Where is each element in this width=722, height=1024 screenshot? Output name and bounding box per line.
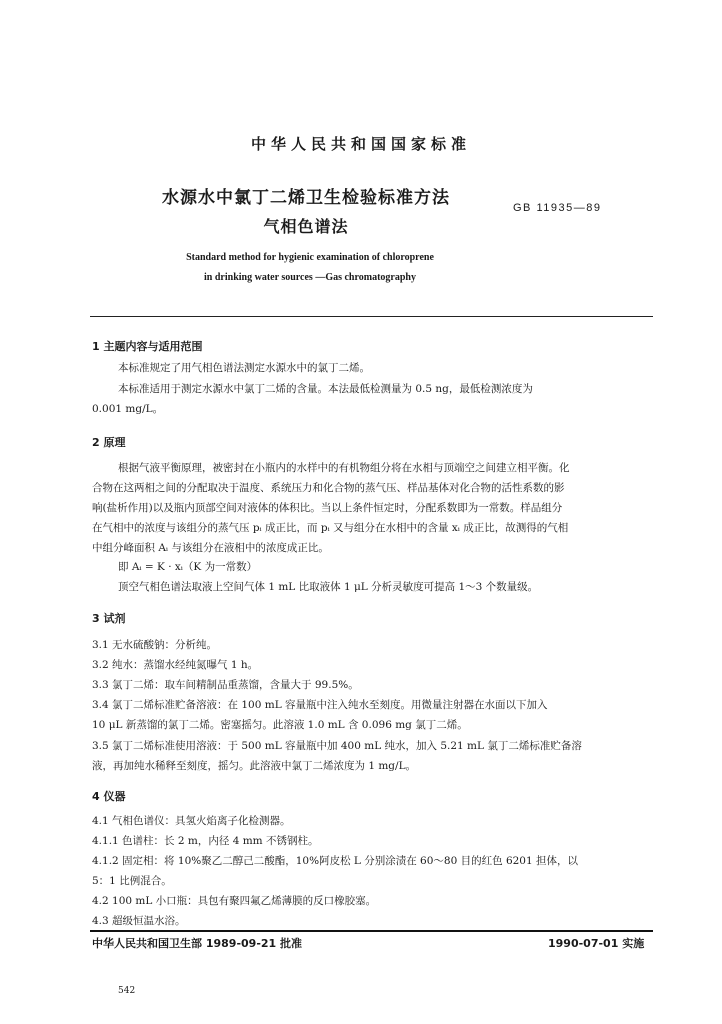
section-2-heading: 2 原理 [92,436,126,449]
page-number: 542 [118,986,136,996]
section-3-item: 3.1 无水硫酸钠：分析纯。 [92,639,218,651]
section-4-item-cont: 5：1 比例混合。 [92,875,172,887]
section-4-heading: 4 仪器 [92,790,126,803]
section-1-paragraph-2: 本标准适用于测定水源水中氯丁二烯的含量。本法最低检测量为 0.5 ng，最低检测浓度为 [118,383,533,395]
english-title-line-2: in drinking water sources —Gas chromatography [204,272,416,283]
section-3-item: 3.3 氯丁二烯：取车间精制品重蒸馏，含量大于 99.5%。 [92,679,359,691]
section-3-item-cont: 10 μL 新蒸馏的氯丁二烯。密塞摇匀。此溶液 1.0 mL 含 0.096 mg 氯丁二烯。 [92,719,468,731]
document-subtitle: 气相色谱法 [263,217,349,236]
footer-divider [90,930,653,932]
section-4-item: 4.3 超级恒温水浴。 [92,915,186,927]
section-1-heading: 1 主题内容与适用范围 [92,340,203,353]
english-title-line-1: Standard method for hygienic examination of chloroprene [186,252,434,263]
section-4-item: 4.2 100 mL 小口瓶：具包有聚四氟乙烯薄膜的反口橡胶塞。 [92,895,377,907]
section-4-item: 4.1.2 固定相：将 10%聚乙二醇己二酸酯，10%阿皮松 L 分别涂渍在 60～80 目的红色 6201 担体，以 [92,855,579,867]
section-2-line: 中组分峰面积 Aᵢ 与该组分在液相中的浓度成正比。 [92,542,329,554]
section-4-item: 4.1 气相色谱仪：具氢火焰离子化检测器。 [92,815,291,827]
section-2-line: 合物在这两相之间的分配取决于温度、系统压力和化合物的蒸气压、样品基体对化合物的活性系数的影 [92,482,565,494]
section-3-heading: 3 试剂 [92,612,126,625]
section-2-line: 响(盐析作用)以及瓶内顶部空间对液体的体积比。当以上条件恒定时，分配系数即为一常数。样品组分 [92,502,563,514]
section-1-paragraph-1: 本标准规定了用气相色谱法测定水源水中的氯丁二烯。 [118,362,370,374]
section-1-paragraph-2-cont: 0.001 mg/L。 [92,403,164,415]
section-4-item: 4.1.1 色谱柱：长 2 m，内径 4 mm 不锈钢柱。 [92,835,319,847]
section-3-item-cont: 液，再加纯水稀释至刻度，摇匀。此溶液中氯丁二烯浓度为 1 mg/L。 [92,760,417,772]
document-title: 水源水中氯丁二烯卫生检验标准方法 [162,188,450,208]
section-2-line: 在气相中的浓度与该组分的蒸气压 pᵢ 成正比，而 pᵢ 又与组分在水相中的含量 xᵢ 成正比，故测得的气相 [92,522,569,534]
section-3-item: 3.5 氯丁二烯标准使用溶液：于 500 mL 容量瓶中加 400 mL 纯水，加入 5.21 mL 氯丁二烯标准贮备溶 [92,740,582,752]
header-divider [90,316,653,317]
section-2-line: 根据气液平衡原理，被密封在小瓶内的水样中的有机物组分将在水相与顶端空之间建立相平衡。化 [118,462,570,474]
approval-line: 中华人民共和国卫生部 1989-09-21 批准 [92,937,303,950]
section-3-item: 3.4 氯丁二烯标准贮备溶液：在 100 mL 容量瓶中注入纯水至刻度。用微量注射器在水面以下加入 [92,699,548,711]
section-2-formula: 即 Aᵢ = K · xᵢ（K 为一常数） [118,561,258,573]
effective-date: 1990-07-01 实施 [548,937,645,950]
section-2-line: 顶空气相色谱法取液上空间气体 1 mL 比取液体 1 μL 分析灵敏度可提高 1～3 个数量级。 [118,581,539,593]
national-standard-heading: 中华人民共和国国家标准 [250,135,471,153]
section-3-item: 3.2 纯水：蒸馏水经纯氮曝气 1 h。 [92,659,259,671]
standard-code: GB 11935—89 [513,202,602,214]
